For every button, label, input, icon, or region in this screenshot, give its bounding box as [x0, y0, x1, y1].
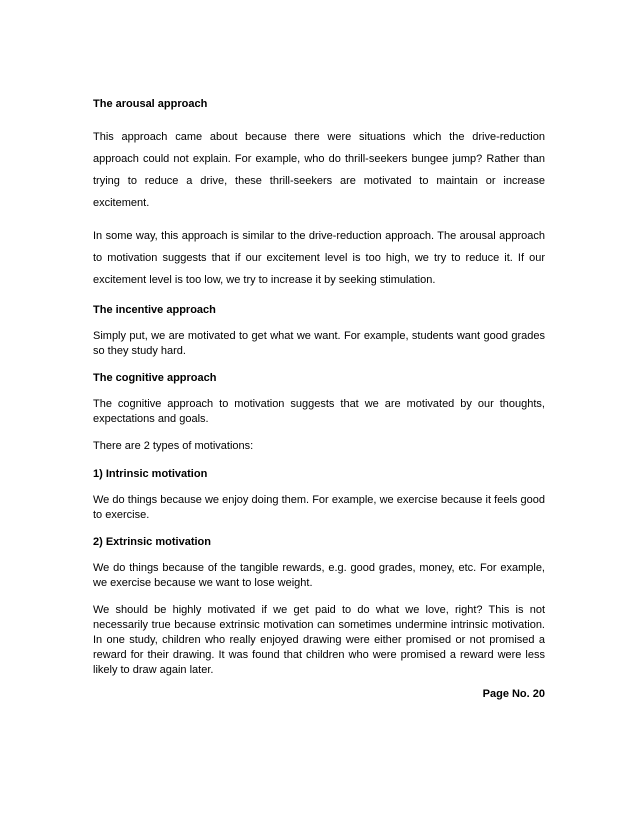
section-heading-arousal: The arousal approach	[93, 98, 208, 110]
arousal-paragraph-1: This approach came about because there were situations which the drive-reduction approach could not explain. For example, who do thrill-seekers bungee jump? Rather than trying to reduce a drive, these thrill-seekers are motivated to maintain or increase excitement.	[93, 131, 545, 209]
intrinsic-paragraph-1: We do things because we enjoy doing them. For example, we exercise because it feels good to exercise.	[93, 494, 545, 521]
section-heading-cognitive: The cognitive approach	[93, 372, 217, 384]
section-heading-extrinsic: 2) Extrinsic motivation	[93, 536, 211, 548]
extrinsic-paragraph-1: We do things because of the tangible rewards, e.g. good grades, money, etc. For example, we exercise because we want to lose weight.	[93, 562, 545, 589]
incentive-paragraph-1: Simply put, we are motivated to get what we want. For example, students want good grades so they study hard.	[93, 330, 545, 357]
section-heading-incentive: The incentive approach	[93, 304, 216, 316]
arousal-paragraph-2: In some way, this approach is similar to the drive-reduction approach. The arousal approach to motivation suggests that if our excitement level is too high, we try to reduce it. If our excitement level is too low, we try to increase it by seeking stimulation.	[93, 230, 545, 286]
cognitive-paragraph-1: The cognitive approach to motivation suggests that we are motivated by our thoughts, expectations and goals.	[93, 398, 545, 425]
extrinsic-paragraph-2: We should be highly motivated if we get paid to do what we love, right? This is not necessarily true because extrinsic motivation can sometimes undermine intrinsic motivation. In one study, children who really enjoyed drawing were either promised or not promised a reward for their drawing. It was found that children who were promised a reward were less likely to draw again later.	[93, 604, 545, 676]
page-content	[93, 97, 545, 678]
page-number: Page No. 20	[482, 688, 545, 700]
cognitive-paragraph-2: There are 2 types of motivations:	[93, 440, 254, 452]
section-heading-intrinsic: 1) Intrinsic motivation	[93, 468, 208, 480]
